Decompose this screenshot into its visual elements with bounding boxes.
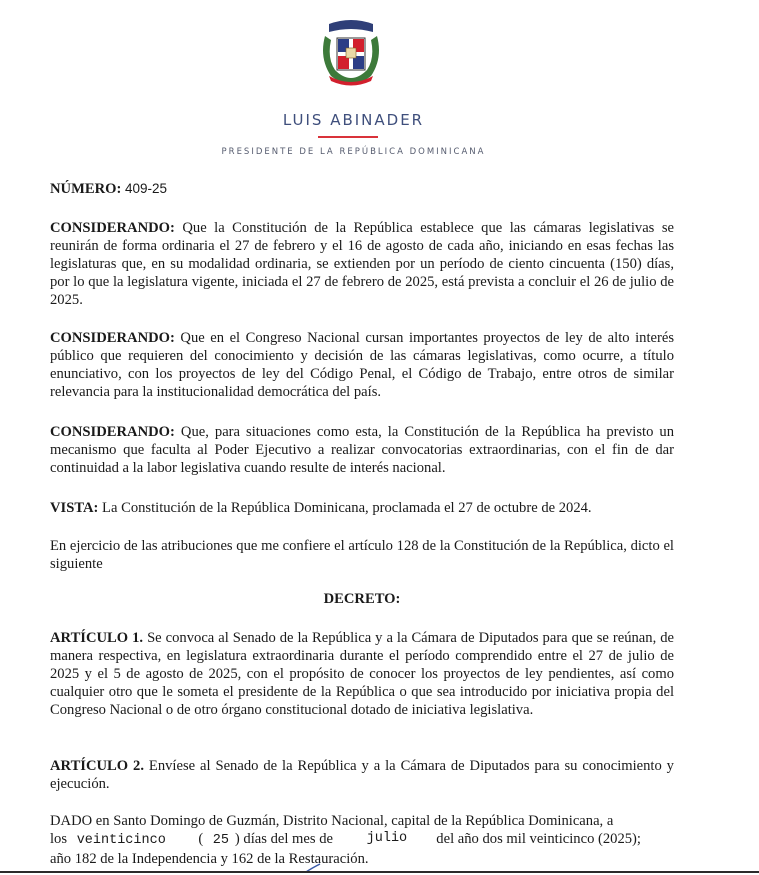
vista-paragraph (50, 499, 674, 517)
dado-paragraph (50, 812, 674, 868)
dado-line-2 (50, 830, 674, 850)
articulo-label: ARTÍCULO 2. (50, 758, 144, 774)
articulo-1 (50, 629, 674, 719)
dado-year-text: del año dos mil veinticinco (2025); (436, 831, 641, 847)
articulo-text: Se convoca al Senado de la República y a la Cámara de Diputados para que se reúnan, de manera respectiva, en legislatura extraordinaria durante el período comprendido entre el 27 de julio de 2025 y el 5 de agosto de 2025, con el propósito de conocer los proyectos de ley pendientes, así como cualquier otro que le someta el presidente de la República o que sea introducido por iniciativa propia del Congreso Nacional o de otro órgano constitucional dotado de iniciativa legislativa. (50, 630, 674, 718)
articulo-text: Envíese al Senado de la República y a la Cámara de Diputados para su conocimiento y ejecución. (50, 758, 674, 792)
decree-number (50, 181, 167, 198)
dado-paren-open: ( (198, 831, 204, 847)
considerando-text: Que, para situaciones como esta, la Constitución de la República ha previsto un mecanismo que faculta al Poder Ejecutivo a realizar convocatorias extraordinarias, con el fin de dar continuidad a la labor legislativa cuando resulte de interés nacional. (50, 424, 674, 476)
considerando-label: CONSIDERANDO: (50, 220, 175, 236)
dado-los: los (50, 831, 68, 847)
president-title: PRESIDENTE DE LA REPÚBLICA DOMINICANA (221, 147, 486, 157)
coat-of-arms-icon (317, 18, 385, 88)
decree-number-label: NÚMERO: (50, 181, 122, 197)
decreto-heading: DECRETO: (323, 591, 401, 607)
dado-month: julio (366, 831, 408, 846)
dado-line-1: DADO en Santo Domingo de Guzmán, Distrito Nacional, capital de la República Dominicana, a (50, 813, 614, 829)
considerando-label: CONSIDERANDO: (50, 424, 175, 440)
considerando-text: Que en el Congreso Nacional cursan importantes proyectos de ley de alto interés público que requieren del conocimiento y decisión de las cámaras legislativas, como ocurre, a título enunciativo, con los proyectos de ley del Código Penal, el Código de Trabajo, entre otros de similar relevancia para la institucionalidad democrática del país. (50, 330, 674, 400)
dado-dias-del-mes: días del mes de (243, 831, 333, 847)
articulo-label: ARTÍCULO 1. (50, 630, 144, 646)
considerando-3 (50, 423, 674, 477)
considerando-1 (50, 219, 674, 309)
president-name: LUIS ABINADER (282, 111, 425, 129)
decree-number-value: 409-25 (125, 181, 168, 196)
dado-paren-close: ) (234, 831, 240, 847)
articulo-2 (50, 757, 674, 793)
name-underline-divider (318, 136, 378, 138)
considerando-label: CONSIDERANDO: (50, 330, 175, 346)
dado-day-words: veinticinco (76, 833, 166, 848)
page-bottom-edge-divider (0, 871, 759, 873)
considerando-text: Que la Constitución de la República establece que las cámaras legislativas se reunirán de forma ordinaria el 27 de febrero y el 16 de agosto de cada año, iniciando en esas fechas las legislaturas que, en su modalidad ordinaria, se extienden por un período de ciento cincuenta (150) días, por lo que la legislatura vigente, iniciada el 27 de febrero de 2025, está prevista a concluir el 26 de julio de 2025. (50, 220, 674, 308)
dado-line-3: año 182 de la Independencia y 162 de la Restauración. (50, 851, 369, 867)
vista-label: VISTA: (50, 500, 99, 516)
considerando-2 (50, 329, 674, 401)
dado-day-number: 25 (212, 833, 229, 848)
vista-text: La Constitución de la República Dominicana, proclamada el 27 de octubre de 2024. (98, 500, 592, 516)
ejercicio-paragraph: En ejercicio de las atribuciones que me confiere el artículo 128 de la Constitución de la República, dicto el siguiente (50, 538, 674, 572)
